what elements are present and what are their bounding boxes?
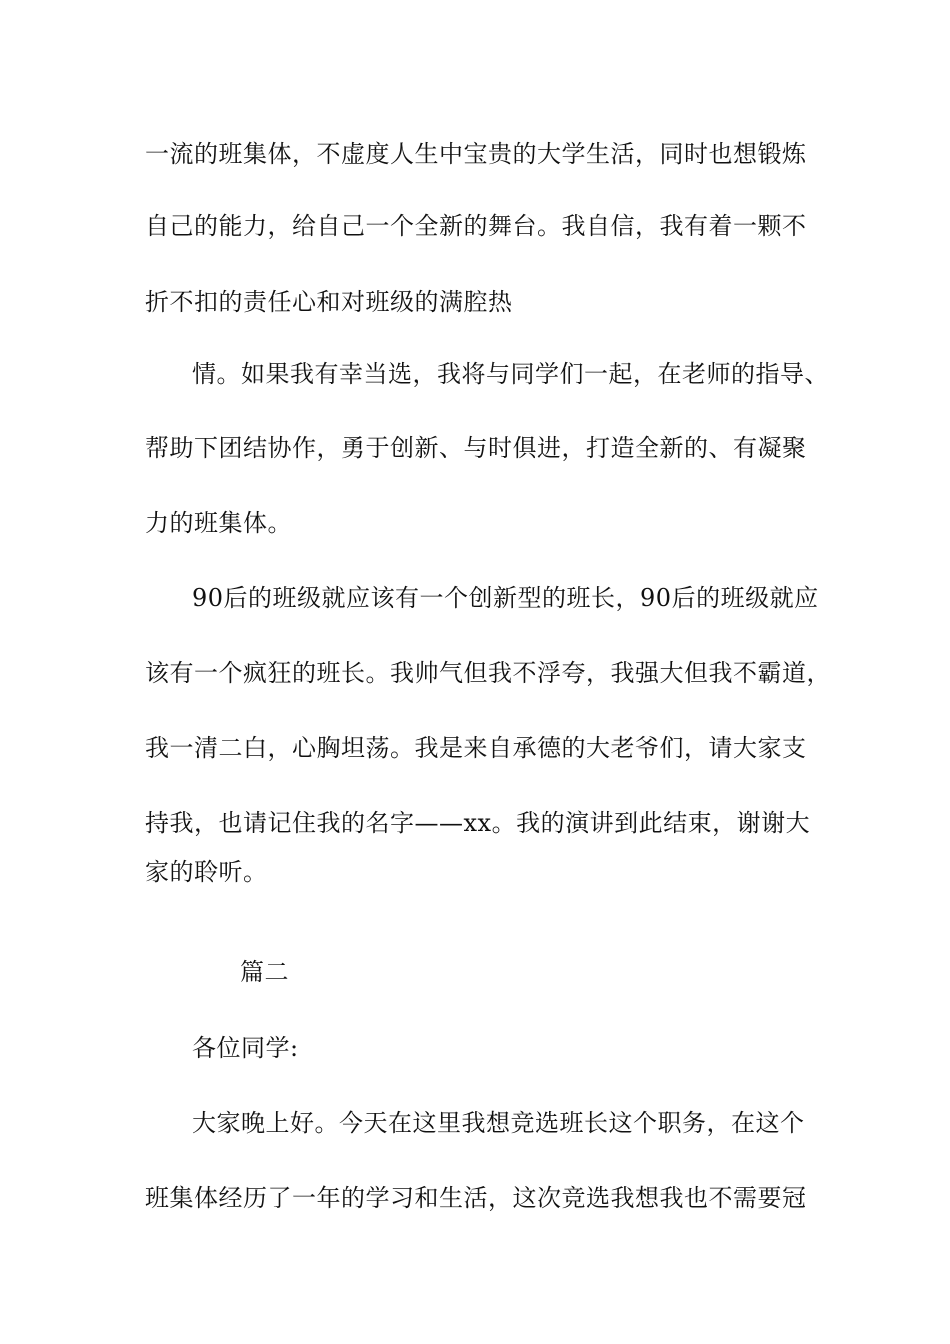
salutation: 各位同学:: [192, 1034, 299, 1062]
text-line: 90后的班级就应该有一个创新型的班长，90后的班级就应: [192, 584, 819, 612]
text-line: 折不扣的责任心和对班级的满腔热: [145, 288, 513, 316]
text-line: 力的班集体。: [145, 509, 292, 537]
text-line: 班集体经历了一年的学习和生活，这次竞选我想我也不需要冠: [145, 1184, 807, 1212]
section-heading: 篇二: [240, 958, 289, 986]
text-line: 帮助下团结协作，勇于创新、与时俱进，打造全新的、有凝聚: [145, 434, 807, 462]
text-line: 持我，也请记住我的名字——xx。我的演讲到此结束，谢谢大: [145, 809, 811, 837]
text-line: 情。如果我有幸当选，我将与同学们一起，在老师的指导、: [192, 360, 829, 388]
text-line: 一流的班集体，不虚度人生中宝贵的大学生活，同时也想锻炼: [145, 140, 807, 168]
text-line: 我一清二白，心胸坦荡。我是来自承德的大老爷们，请大家支: [145, 734, 807, 762]
text-line: 该有一个疯狂的班长。我帅气但我不浮夸，我强大但我不霸道，: [145, 659, 831, 687]
text-line: 家的聆听。: [145, 858, 268, 886]
text-line: 大家晚上好。今天在这里我想竞选班长这个职务，在这个: [192, 1109, 805, 1137]
text-line: 自己的能力，给自己一个全新的舞台。我自信，我有着一颗不: [145, 212, 807, 240]
